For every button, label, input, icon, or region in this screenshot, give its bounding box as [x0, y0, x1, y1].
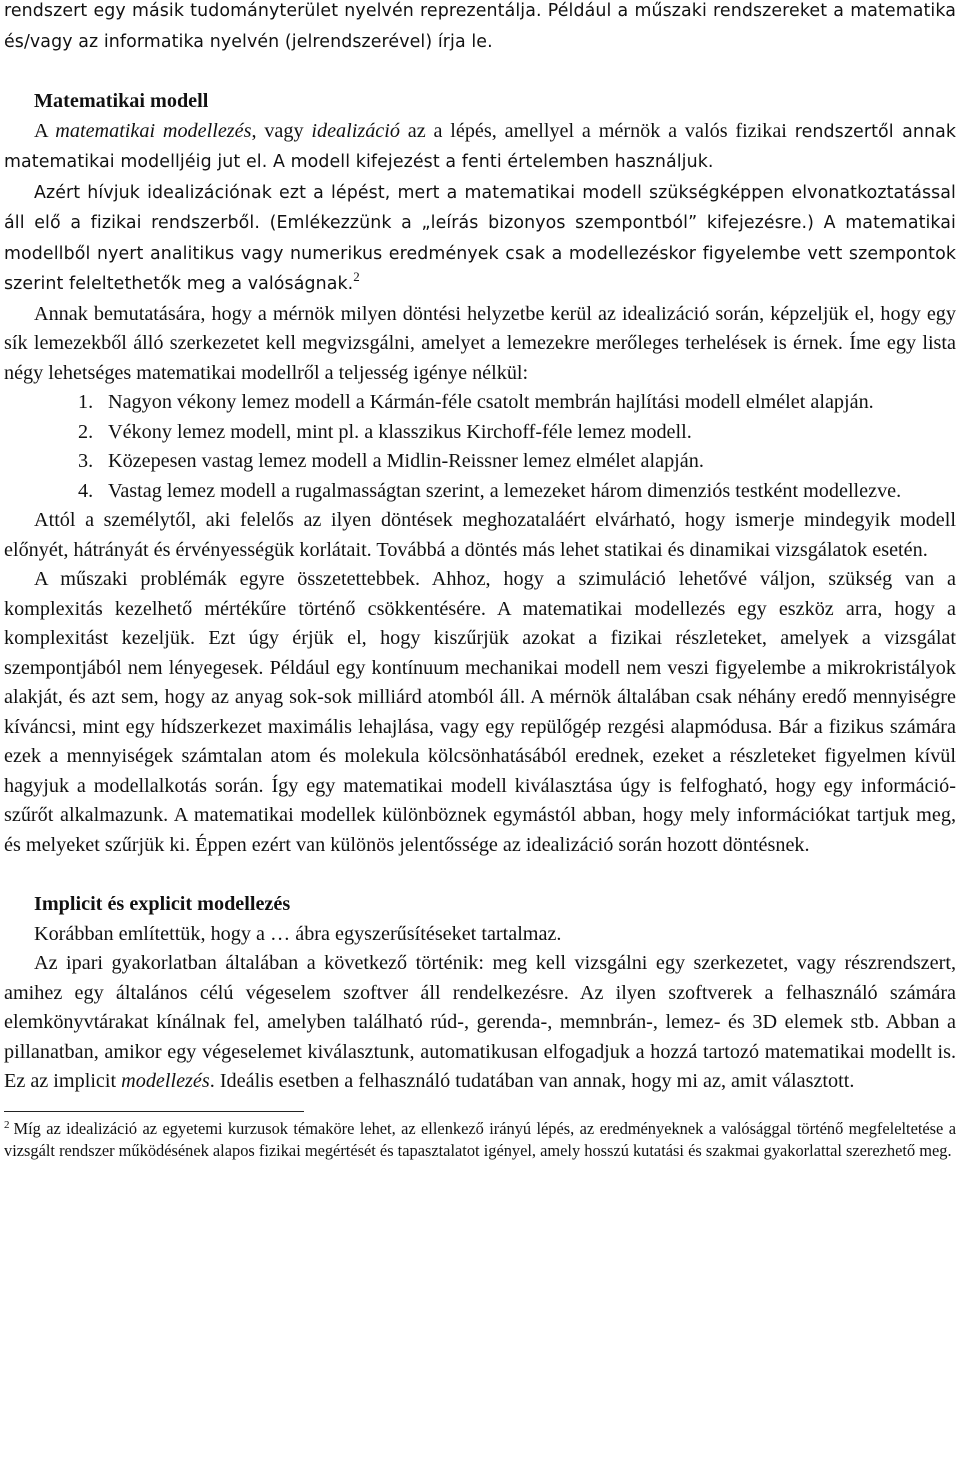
footnote-ref: 2: [353, 269, 360, 284]
footnote-text: Míg az idealizáció az egyetemi kurzusok témaköre lehet, az ellenkező irányú lépés, az eredményeknek a valósággal történő megfeleltetése a vizsgált rendszer működésének alapos fizikai megértését és tapasztalatot igényel, amely hosszú kutatási és szakmai gyakorlattal szerezhető meg.: [4, 1118, 956, 1160]
text-run: az a lépés, amellyel a mérnök a valós fizikai: [399, 119, 795, 142]
footnote-mark: 2: [4, 1118, 10, 1131]
paragraph-responsibility: Attól a személytől, aki felelős az ilyen döntések meghozataláért elvárható, hogy ismerje mindegyik modell előnyét, hátrányát és érvényességük korlátait. Továbbá a döntés más lehet statikai és dinamikai vizsgálatok esetén.: [4, 509, 956, 561]
text-run: rendszertől annak matematikai modelljéig jut el. A modell kifejezést a fenti értelemben használjuk.: [4, 121, 957, 172]
emphasis-text: matematikai modellezés: [55, 119, 252, 142]
text-run: . Ideális esetben a felhasználó tudatában van annak, hogy mi az, amit választott.: [209, 1070, 855, 1092]
text-run: , vagy: [251, 119, 312, 142]
document-page: [4, 0, 956, 1163]
list-number: 4.: [78, 479, 94, 502]
text-run: rendszert egy másik tudományterület nyelvén reprezentálja. Például a műszaki rendszereket a matematika és/vagy az informatika nyelvén (jelrendszerével) írja le.: [4, 1, 956, 52]
footnote-divider: [4, 1111, 304, 1112]
paragraph-plate-example: Annak bemutatására, hogy a mérnök milyen döntési helyzetbe kerül az idealizáció során, képzeljük el, hogy egy sík lemezekből álló szerkezetet kell megvizsgálni, amelyet a lemezekre merőleges terhelések is érnek. Íme egy lista négy lehetséges matematikai modellről a teljesség igénye nélkül:: [4, 302, 956, 384]
heading-implicit-explicit: Implicit és explicit modellezés: [34, 893, 291, 915]
list-text: Vastag lemez modell a rugalmasságtan szerint, a lemezeket három dimenziós testként modellezve.: [108, 479, 902, 502]
list-item: [4, 477, 956, 507]
footnote: [4, 1118, 956, 1163]
list-item: [4, 447, 956, 477]
paragraph-complexity: A műszaki problémák egyre összetettebbek. Ahhoz, hogy a szimuláció lehetővé váljon, szükség van a komplexitás kezelhető mértékűre történő csökkentésére. A matematikai modellezés egy eszköz arra, hogy a komplexitást kezeljük. Ezt úgy érjük el, hogy kiszűrjük azokat a fizikai részleteket, amelyek a vizsgálat szempontjából nem lényegesek. Például egy kontínuum mechanikai modell nem veszi figyelembe a mikrokristályok alakját, és azt sem, hogy az anyag sok-sok milliárd atomból áll. A mérnök általában csak néhány eredő mennyiségre kíváncsi, mint egy hídszerkezet maximális lehajlása, vagy egy repülőgép rezgési alapmódusa. Bár a fizikus számára ezek a mennyiségek számtalan atom és molekula kölcsönhatásából erednek, ezeket a részleteket figyelmen kívül hagyjuk a modellalkotás során. Így egy matematikai modell kiválasztása úgy is felfogható, hogy egy információ-szűrőt alkalmazunk. A matematikai modellek különböznek egymástól abban, hogy mely információkat tartjuk meg, és melyeket szűrjük ki. Éppen ezért van különös jelentőssége az idealizáció során hozott döntésnek.: [4, 568, 956, 856]
paragraph-intro-continuation: [4, 0, 956, 57]
text-run: Az ipari gyakorlatban általában a következő történik: meg kell vizsgálni egy szerkezetet, vagy részrendszert, amihez egy általános célú végeselem szoftver áll rendelkezésre. Az ilyen szoftverek a felhasználó számára elemkönyvtárakat kínálnak fel, amelyben található rúd-, gerenda-, memnbrán-, lemez- és 3D elemek stb. Abban a pillanatban, amikor egy végeselemet kiválasztunk, automatikusan elfogadjuk a hozzá tartozó matematikai modellt is. Ez az implicit: [4, 952, 956, 1092]
heading-matematikai-modell: Matematikai modell: [34, 90, 209, 112]
text-run: A: [34, 119, 56, 142]
paragraph-figure-reference: Korábban említettük, hogy a … ábra egyszerűsítéseket tartalmaz.: [34, 922, 562, 945]
text-run: Azért hívjuk idealizációnak ezt a lépést, mert a matematikai modell szükségképpen elvonatkoztatással áll elő a fizikai rendszerből. (Emlékezzünk a „leírás bizonyos szempontból” kifejezésre.) A matematikai modellből nyert analitikus vagy numerikus eredmények csak a modellezéskor figyelembe vett szempontok szerint feleltethetők meg a valóságnak.: [4, 182, 956, 294]
paragraph-idealization: [4, 178, 956, 300]
list-number: 2.: [78, 420, 94, 443]
paragraph-industrial-practice: [4, 949, 956, 1097]
paragraph-definition: [4, 117, 956, 178]
list-item: [4, 418, 956, 448]
emphasis-text: idealizáció: [311, 119, 400, 142]
list-number: 1.: [78, 391, 94, 413]
list-item: [4, 388, 956, 418]
model-list: [4, 388, 956, 506]
list-text: Közepesen vastag lemez modell a Midlin-Reissner lemez elmélet alapján.: [108, 450, 704, 472]
list-text: Vékony lemez modell, mint pl. a klasszikus Kirchoff-féle lemez modell.: [108, 420, 692, 443]
emphasis-text: modellezés: [121, 1070, 210, 1092]
list-text: Nagyon vékony lemez modell a Kármán-féle csatolt membrán hajlítási modell elmélet alapján.: [108, 391, 874, 413]
list-number: 3.: [78, 450, 94, 472]
